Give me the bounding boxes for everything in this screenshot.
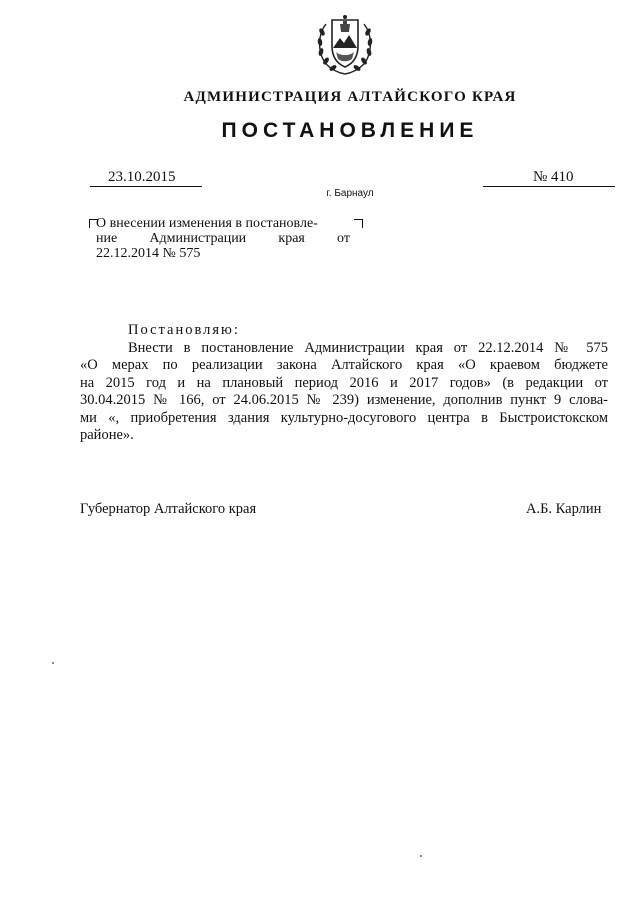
signatory-position: Губернатор Алтайского края: [80, 501, 257, 517]
organization-name: АДМИНИСТРАЦИЯ АЛТАЙСКОГО КРАЯ: [183, 89, 517, 105]
body-line: ми «, приобретения здания культурно-досугового центра в Быстроистокском: [80, 409, 608, 426]
document-date: 23.10.2015: [108, 169, 176, 185]
subject-line: 22.12.2014 № 575: [96, 246, 201, 261]
body-line: районе».: [80, 427, 134, 443]
coat-of-arms-icon: [312, 12, 378, 78]
body-line: 30.04.2015 № 166, от 24.06.2015 № 239) изменение, дополнив пункт 9 слова-: [80, 392, 608, 408]
scan-speck: [52, 662, 54, 664]
preamble: Постановляю:: [128, 322, 240, 338]
document-number: № 410: [533, 169, 574, 185]
document-subject: [96, 216, 350, 261]
body-line: Внести в постановление Администрации края от 22.12.2014 № 575: [128, 339, 608, 356]
body-line: на 2015 год и на плановый период 2016 и 2017 годов» (в редакции от: [80, 374, 608, 391]
subject-line: О внесении изменения в постановле-: [96, 216, 318, 231]
scan-speck: [420, 855, 422, 857]
subject-bracket-right-icon: [354, 219, 363, 228]
document-type: ПОСТАНОВЛЕНИЕ: [221, 119, 479, 142]
city-name: г. Барнаул: [326, 188, 374, 199]
subject-line: ние Администрации края от: [96, 231, 350, 246]
document-body: [80, 322, 608, 445]
body-line: «О мерах по реализации закона Алтайского края «О краевом бюджете: [80, 357, 608, 373]
signatory-name: А.Б. Карлин: [526, 501, 602, 517]
